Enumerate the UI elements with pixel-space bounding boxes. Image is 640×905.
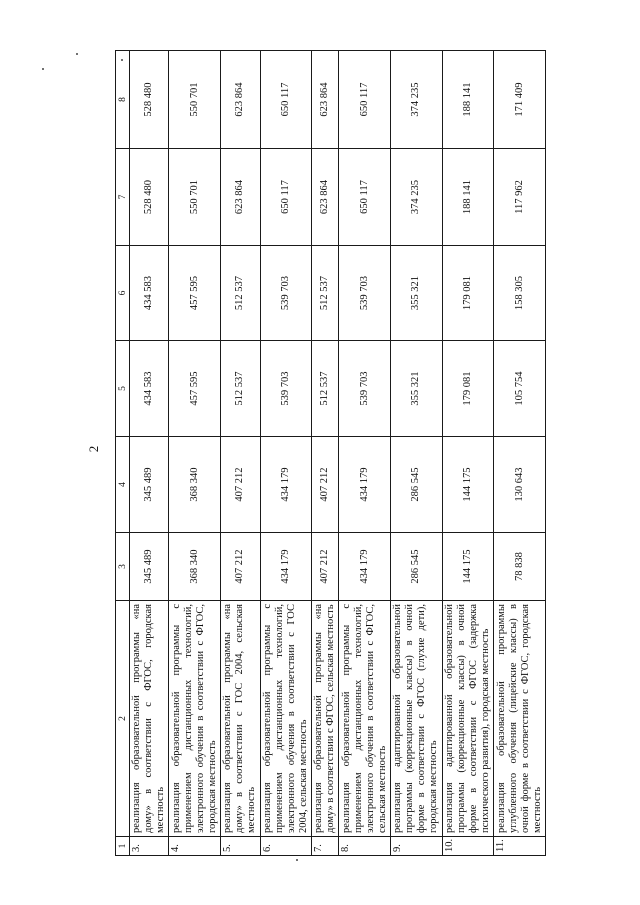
table-row [129,50,168,855]
value-cell: 158 305 [493,245,545,340]
row-description: реализация образовательной программы с применением дистанционных технологий, электронного обучения в соответствии с ГОС 2004, сельская местность [260,600,312,836]
table-row [338,50,390,855]
table-row [390,50,442,855]
value-cell: 457 595 [168,340,220,436]
value-cell: 179 081 [442,245,494,340]
value-cell: 407 212 [220,532,259,600]
column-header: 3 [115,532,129,600]
row-number: 4. [168,836,220,855]
value-cell: 374 235 [390,148,442,245]
value-cell: 623 864 [311,148,338,245]
row-number: 8. [338,836,390,855]
value-cell: 368 340 [168,532,220,600]
value-cell: 512 537 [311,245,338,340]
value-cell: 117 962 [493,148,545,245]
value-cell: 623 864 [220,50,259,148]
row-number: 10. [442,836,494,855]
value-cell: 512 537 [220,340,259,436]
value-cell: 434 583 [129,245,168,340]
scan-speck [42,68,44,70]
value-cell: 434 179 [338,436,390,532]
column-header: 1 [115,836,129,855]
column-header: 5 [115,340,129,436]
row-number: 7. [311,836,338,855]
value-cell: 539 703 [338,245,390,340]
value-cell: 345 489 [129,436,168,532]
value-cell: 650 117 [338,50,390,148]
value-cell: 512 537 [311,340,338,436]
value-cell: 512 537 [220,245,259,340]
value-cell: 355 321 [390,340,442,436]
row-description: реализация образовательной программы «на дому» в соответствии с ГОС 2004, сельская местность [220,600,259,836]
scan-speck [296,859,298,861]
row-number: 5. [220,836,259,855]
value-cell: 650 117 [260,148,312,245]
row-description: реализация образовательной программы с применением дистанционных технологий, электронного обучения в соответствии с ФГОС, городская местность [168,600,220,836]
row-description: реализация образовательной программы углубленного обучения (лицейские классы) в очной форме в соответствии с ФГОС, городская местность [493,600,545,836]
value-cell: 550 701 [168,50,220,148]
scan-speck [76,53,78,55]
value-cell: 539 703 [338,340,390,436]
value-cell: 434 179 [338,532,390,600]
table-row [442,50,494,855]
scan-speck [121,59,123,61]
column-header: 2 [115,600,129,836]
column-header: 4 [115,436,129,532]
table-row [493,50,545,855]
value-cell: 539 703 [260,340,312,436]
value-cell: 105 754 [493,340,545,436]
value-cell: 130 643 [493,436,545,532]
header-row [115,50,129,855]
value-cell: 434 583 [129,340,168,436]
value-cell: 144 175 [442,532,494,600]
value-cell: 171 409 [493,50,545,148]
table-row [168,50,220,855]
tariff-table [115,50,546,856]
column-header: 7 [115,148,129,245]
page-number: 2 [86,445,101,453]
row-description: реализация адаптированной образовательной программы (коррекционные классы) в очной форме в соответствии с ФГОС (глухие дети), городская местность [390,600,442,836]
row-description: реализация образовательной программы с применением дистанционных технологий, электронного обучения в соответствии с ФГОС, сельская местность [338,600,390,836]
value-cell: 374 235 [390,50,442,148]
row-description: реализация адаптированной образовательной программы (коррекционные классы) в очной форме в соответствии с ФГОС (задержка психического развития), городская местность [442,600,494,836]
value-cell: 539 703 [260,245,312,340]
value-cell: 286 545 [390,532,442,600]
value-cell: 179 081 [442,340,494,436]
value-cell: 434 179 [260,532,312,600]
value-cell: 407 212 [311,436,338,532]
value-cell: 188 141 [442,50,494,148]
table-row [260,50,312,855]
value-cell: 286 545 [390,436,442,532]
table-body [129,50,545,855]
value-cell: 345 489 [129,532,168,600]
column-header: 8 [115,50,129,148]
value-cell: 434 179 [260,436,312,532]
value-cell: 368 340 [168,436,220,532]
rotated-table-container [115,51,546,856]
value-cell: 623 864 [311,50,338,148]
value-cell: 144 175 [442,436,494,532]
value-cell: 650 117 [260,50,312,148]
value-cell: 623 864 [220,148,259,245]
value-cell: 188 141 [442,148,494,245]
value-cell: 528 480 [129,50,168,148]
value-cell: 78 838 [493,532,545,600]
value-cell: 457 595 [168,245,220,340]
value-cell: 355 321 [390,245,442,340]
table-row [220,50,259,855]
table-row [311,50,338,855]
row-description: реализация образовательной программы «на дому» в соответствии с ФГОС, сельская местность [311,600,338,836]
value-cell: 407 212 [311,532,338,600]
row-number: 3. [129,836,168,855]
row-number: 11. [493,836,545,855]
value-cell: 528 480 [129,148,168,245]
column-header: 6 [115,245,129,340]
value-cell: 650 117 [338,148,390,245]
value-cell: 407 212 [220,436,259,532]
row-number: 9. [390,836,442,855]
value-cell: 550 701 [168,148,220,245]
row-number: 6. [260,836,312,855]
row-description: реализация образовательной программы «на дому» в соответствии с ФГОС, городская местность [129,600,168,836]
